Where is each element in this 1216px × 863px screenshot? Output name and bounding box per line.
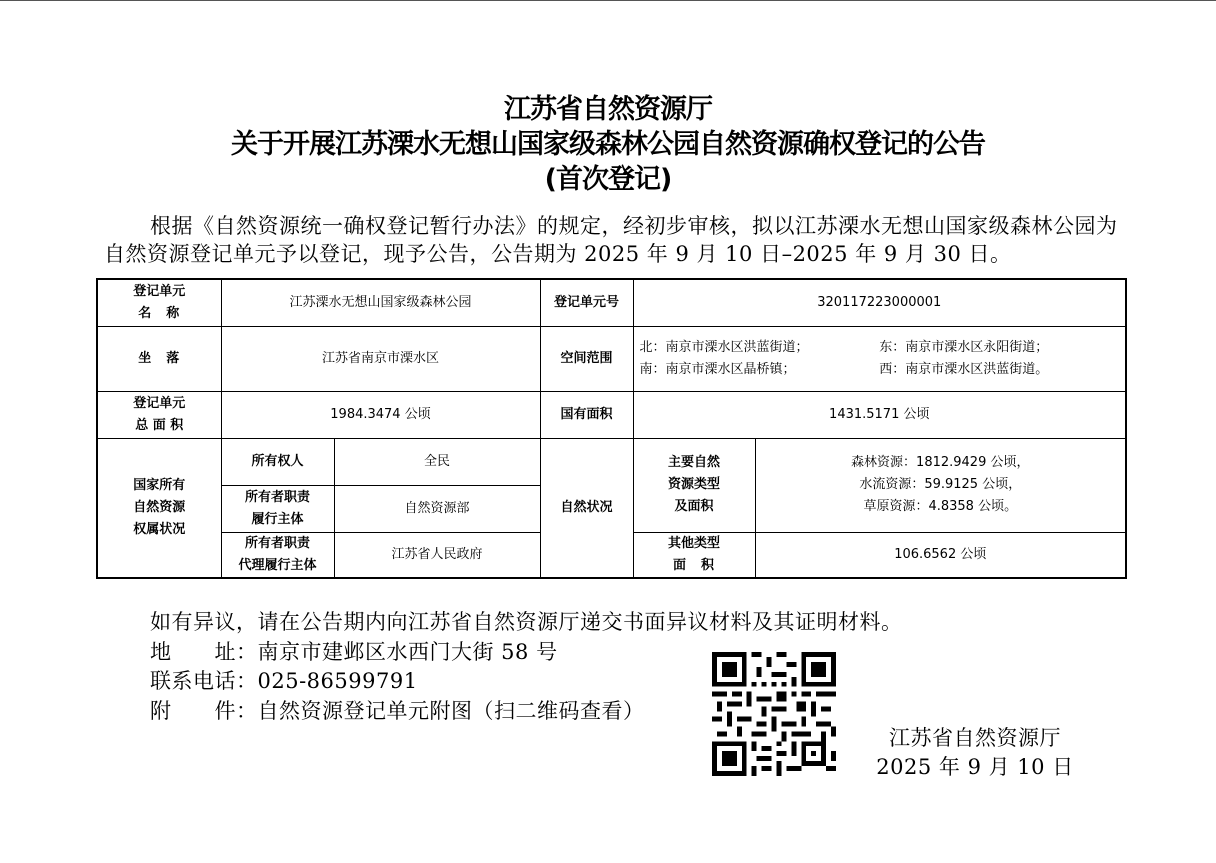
agent-label-1: 所有者职责 <box>244 535 310 551</box>
space-range-value <box>633 326 1126 391</box>
boundary-west: 西：南京市溧水区洪蓝街道。 <box>879 361 1049 377</box>
signature-org: 江苏省自然资源厅 <box>889 726 1061 750</box>
duty-label-1: 所有者职责 <box>244 489 310 505</box>
other-area-label <box>633 532 755 578</box>
location-label: 坐 落 <box>97 326 221 391</box>
unit-name-value: 江苏溧水无想山国家级森林公园 <box>221 279 540 326</box>
unit-no-label: 登记单元号 <box>540 279 633 326</box>
main-types-label-2: 资源类型 <box>668 477 721 492</box>
ownership-label-3: 权属状况 <box>133 521 186 537</box>
row-unit-name <box>97 279 1126 326</box>
duty-label <box>221 485 334 532</box>
nature-status-label: 自然状况 <box>540 438 633 578</box>
agent-label-2: 代理履行主体 <box>238 557 317 573</box>
state-area-value: 1431.5171 公顷 <box>633 391 1126 438</box>
unit-name-label-2: 名 称 <box>138 305 181 321</box>
space-range-label: 空间范围 <box>540 326 633 391</box>
address-label: 地 址： <box>150 639 258 664</box>
agent-label <box>221 532 334 578</box>
boundary-east: 东：南京市溧水区永阳街道； <box>879 339 1049 355</box>
signature-block <box>860 724 1090 782</box>
other-area-label-1: 其他类型 <box>668 535 721 551</box>
attachment-label: 附 件： <box>150 698 258 723</box>
ownership-label <box>97 438 221 578</box>
intro-paragraph: 根据《自然资源统一确权登记暂行办法》的规定，经初步审核，拟以江苏溧水无想山国家级森林公园为自然资源登记单元予以登记，现予公告，公告期为 2025 年 9 月 10 日–2025 年 9 月 30 日。 <box>104 214 1118 266</box>
row-total-area <box>97 391 1126 438</box>
other-area-label-2: 面 积 <box>673 557 716 573</box>
forest-resource: 森林资源：1812.9429 公顷， <box>851 455 1030 470</box>
duty-value: 自然资源部 <box>334 485 540 532</box>
owner-label: 所有权人 <box>221 438 334 485</box>
title-line-3: (首次登记) <box>544 164 672 195</box>
main-types-label <box>633 438 755 532</box>
ownership-label-2: 自然资源 <box>133 499 186 515</box>
water-resource: 水流资源：59.9125 公顷， <box>859 477 1022 492</box>
objection-text: 如有异议，请在公告期内向江苏省自然资源厅递交书面异议材料及其证明材料。 <box>150 610 903 634</box>
signature-date: 2025 年 9 月 10 日 <box>876 755 1074 779</box>
qr-code-icon[interactable] <box>712 652 836 776</box>
ownership-label-1: 国家所有 <box>133 477 186 493</box>
notice-footer <box>150 608 1050 726</box>
title-line-2: 关于开展江苏溧水无想山国家级森林公园自然资源确权登记的公告 <box>231 129 985 160</box>
phone-value: 025-86599791 <box>257 669 418 693</box>
boundary-list <box>640 337 1120 381</box>
row-owner <box>97 438 1126 485</box>
address-value: 南京市建邺区水西门大街 58 号 <box>257 639 558 664</box>
top-border-line <box>0 0 1216 1</box>
title-line-1: 江苏省自然资源厅 <box>504 94 712 125</box>
attachment-value: 自然资源登记单元附图（扫二维码查看） <box>257 698 645 723</box>
main-types-label-3: 及面积 <box>674 499 714 514</box>
owner-value: 全民 <box>334 438 540 485</box>
boundary-north: 北：南京市溧水区洪蓝街道； <box>639 339 809 355</box>
total-area-label-1: 登记单元 <box>133 395 186 411</box>
grassland-resource: 草原资源：4.8358 公顷。 <box>863 499 1018 514</box>
total-area-label <box>97 391 221 438</box>
boundary-south: 南：南京市溧水区晶桥镇； <box>639 361 796 377</box>
location-value: 江苏省南京市溧水区 <box>221 326 540 391</box>
main-types-value <box>755 438 1126 532</box>
state-area-label: 国有面积 <box>540 391 633 438</box>
duty-label-2: 履行主体 <box>251 511 304 527</box>
total-area-value: 1984.3474 公顷 <box>221 391 540 438</box>
main-types-label-1: 主要自然 <box>668 455 721 470</box>
unit-name-label <box>97 279 221 326</box>
address-line <box>150 638 1050 668</box>
attachment-line <box>150 697 1050 727</box>
registration-table <box>96 278 1127 579</box>
agent-value: 江苏省人民政府 <box>334 532 540 578</box>
other-area-value: 106.6562 公顷 <box>755 532 1126 578</box>
unit-name-label-1: 登记单元 <box>133 283 186 299</box>
phone-line <box>150 667 1050 697</box>
row-location <box>97 326 1126 391</box>
total-area-label-2: 总 面 积 <box>135 417 184 433</box>
phone-label: 联系电话： <box>150 669 258 693</box>
notice-title <box>0 92 1216 197</box>
unit-no-value: 320117223000001 <box>633 279 1126 326</box>
